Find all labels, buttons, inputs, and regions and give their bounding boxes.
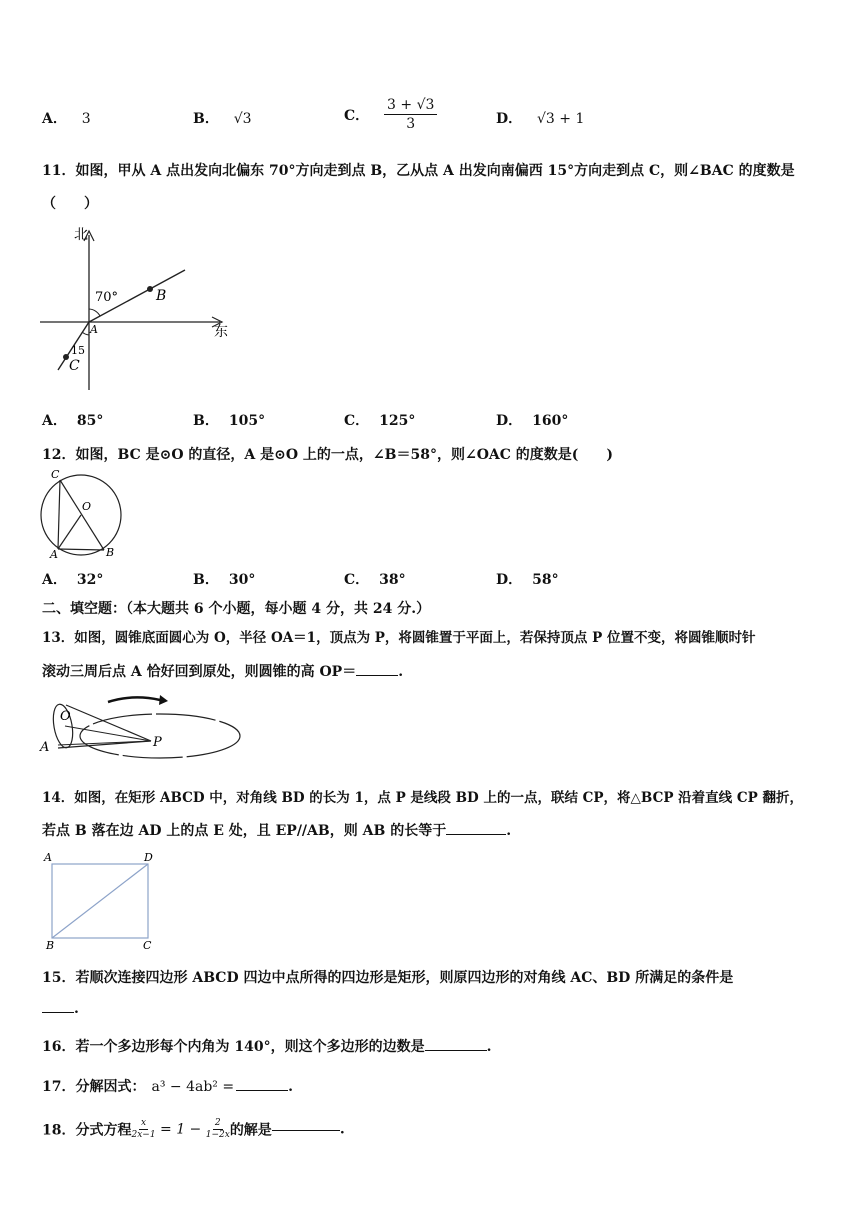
question-13-stem: 滚动三周后点 A 恰好回到原处，则圆锥的高 OP＝ [42,664,357,680]
end-mark: . [506,823,512,839]
question-17-stem: 17．分解因式： [42,1079,146,1095]
equation-middle: = 1 − [155,1121,206,1138]
label-o: O [60,709,71,724]
fraction-numerator: 3 + √3 [384,96,437,115]
question-12-text: 12．如图，BC 是⊙O 的直径，A 是⊙O 上的一点，∠B＝58°，则∠OAC 的度数是( ) [42,447,614,463]
option-value: 85° [76,413,104,429]
label-a: A [50,548,58,560]
option-a [42,569,103,589]
chord-ca [58,480,60,549]
question-15-line1: 15．若顺次连接四边形 ABCD 四边中点所得的四边形是矩形，则原四边形的对角线 AC、BD 所满足的条件是 [42,970,734,986]
option-b [193,410,265,430]
end-mark: . [486,1039,492,1055]
option-label: B． [193,413,219,429]
question-13-figure [38,688,244,762]
option-value: 58° [532,572,559,588]
option-value: √3 [233,111,252,127]
option-c [344,410,415,430]
label-b: B [46,939,55,952]
label-a: A [44,851,52,864]
option-value: 32° [76,572,104,588]
question-16-stem: 16．若一个多边形每个内角为 140°，则这个多边形的边数是 [42,1039,425,1055]
question-13-line1: 13．如图，圆锥底面圆心为 O，半径 OA＝1，顶点为 P，将圆锥置于平面上，若保持顶点 P 位置不变，将圆锥顺时针 [42,630,756,646]
question-11-paren: （ ） [42,196,98,212]
question-11-figure [38,225,238,395]
option-value: √3 + 1 [537,111,585,127]
question-13-line2 [42,661,403,681]
label-d: D [144,851,153,864]
point-b [147,286,153,292]
arrow-head-icon [159,695,168,705]
section-heading: 二、填空题：（本大题共 6 个小题，每小题 4 分，共 24 分.） [42,601,431,617]
end-mark: . [339,1121,345,1138]
angle-label-15: 15 [71,344,85,357]
label-o: O [82,500,92,513]
angle-label-70: 70° [95,290,119,305]
option-value: 125° [379,413,416,429]
fraction-numerator: x [140,1118,147,1128]
option-value: 30° [228,572,256,588]
option-d [496,108,584,128]
option-a [42,108,91,128]
option-label: D． [496,413,523,429]
end-mark: . [288,1079,293,1095]
question-12-figure [38,468,128,560]
option-value: 160° [532,413,569,429]
option-value: 105° [228,413,266,429]
option-a [42,410,103,430]
option-label: A． [42,572,67,588]
option-b [193,108,252,128]
option-d [496,569,559,589]
option-label: B． [193,572,219,588]
angle-arc-70 [89,309,100,316]
cone-height-op [65,726,151,741]
angle-arc-15 [82,332,89,335]
question-18 [42,1118,345,1141]
label-c: C [69,358,80,374]
question-17 [42,1076,293,1096]
fraction-numerator: 2 [214,1118,221,1128]
radius-oa [58,515,81,549]
option-b [193,569,255,589]
label-b: B [156,288,167,304]
question-15-line2 [42,1001,79,1017]
fraction-1 [131,1118,155,1141]
option-label: D． [496,572,523,588]
answer-blank[interactable] [425,1049,487,1051]
rotation-arrow-icon [108,697,160,702]
factor-expression: a³ − 4ab² = [151,1079,235,1095]
question-14-line1: 14．如图，在矩形 ABCD 中，对角线 BD 的长为 1，点 P 是线段 BD 上的一点，联结 CP，将△BCP 沿着直线 CP 翻折， [42,790,803,806]
option-c [344,96,437,133]
label-c: C [51,468,60,481]
question-18-tail: 的解是 [229,1122,272,1139]
question-11-text: 11．如图，甲从 A 点出发向北偏东 70°方向走到点 B，乙从点 A 出发向南偏西 15°方向走到点 C，则∠BAC 的度数是 [42,163,795,179]
answer-blank[interactable] [272,1129,340,1131]
option-label: D． [496,111,523,127]
question-18-stem: 18．分式方程 [42,1122,132,1139]
option-value: 38° [379,572,406,588]
diagonal-bd [52,864,148,938]
answer-blank[interactable] [42,1011,74,1013]
option-d [496,410,568,430]
north-label: 北 [74,227,88,243]
end-mark: . [74,1001,79,1017]
option-label: C． [344,572,370,588]
label-a: A [40,740,50,755]
fraction-2 [206,1118,230,1141]
diameter-bc [60,480,104,550]
answer-blank[interactable] [446,833,506,835]
option-value: 3 [81,111,91,127]
chord-ab [58,549,104,550]
east-label: 东 [214,324,228,340]
option-label: C． [344,413,370,429]
end-mark: . [398,664,404,680]
question-14-stem: 若点 B 落在边 AD 上的点 E 处，且 EP//AB，则 AB 的长等于 [42,823,447,839]
question-16 [42,1036,491,1056]
cone-edge-top [66,705,151,741]
option-fraction [384,96,437,133]
label-c: C [143,939,152,952]
question-14-line2 [42,820,511,840]
option-label: C． [344,107,370,124]
option-c [344,569,406,589]
question-14-figure [40,848,160,952]
option-label: A． [42,111,67,127]
fraction-denominator: 3 [406,116,416,132]
label-a: A [90,323,98,336]
fraction-denominator: 1−2x [205,1130,230,1140]
option-label: B． [193,111,219,127]
label-b: B [106,546,115,559]
label-p: P [153,735,162,750]
fraction-denominator: 2x−1 [131,1130,156,1140]
answer-blank[interactable] [356,674,398,676]
option-label: A． [42,413,67,429]
answer-blank[interactable] [236,1089,288,1091]
